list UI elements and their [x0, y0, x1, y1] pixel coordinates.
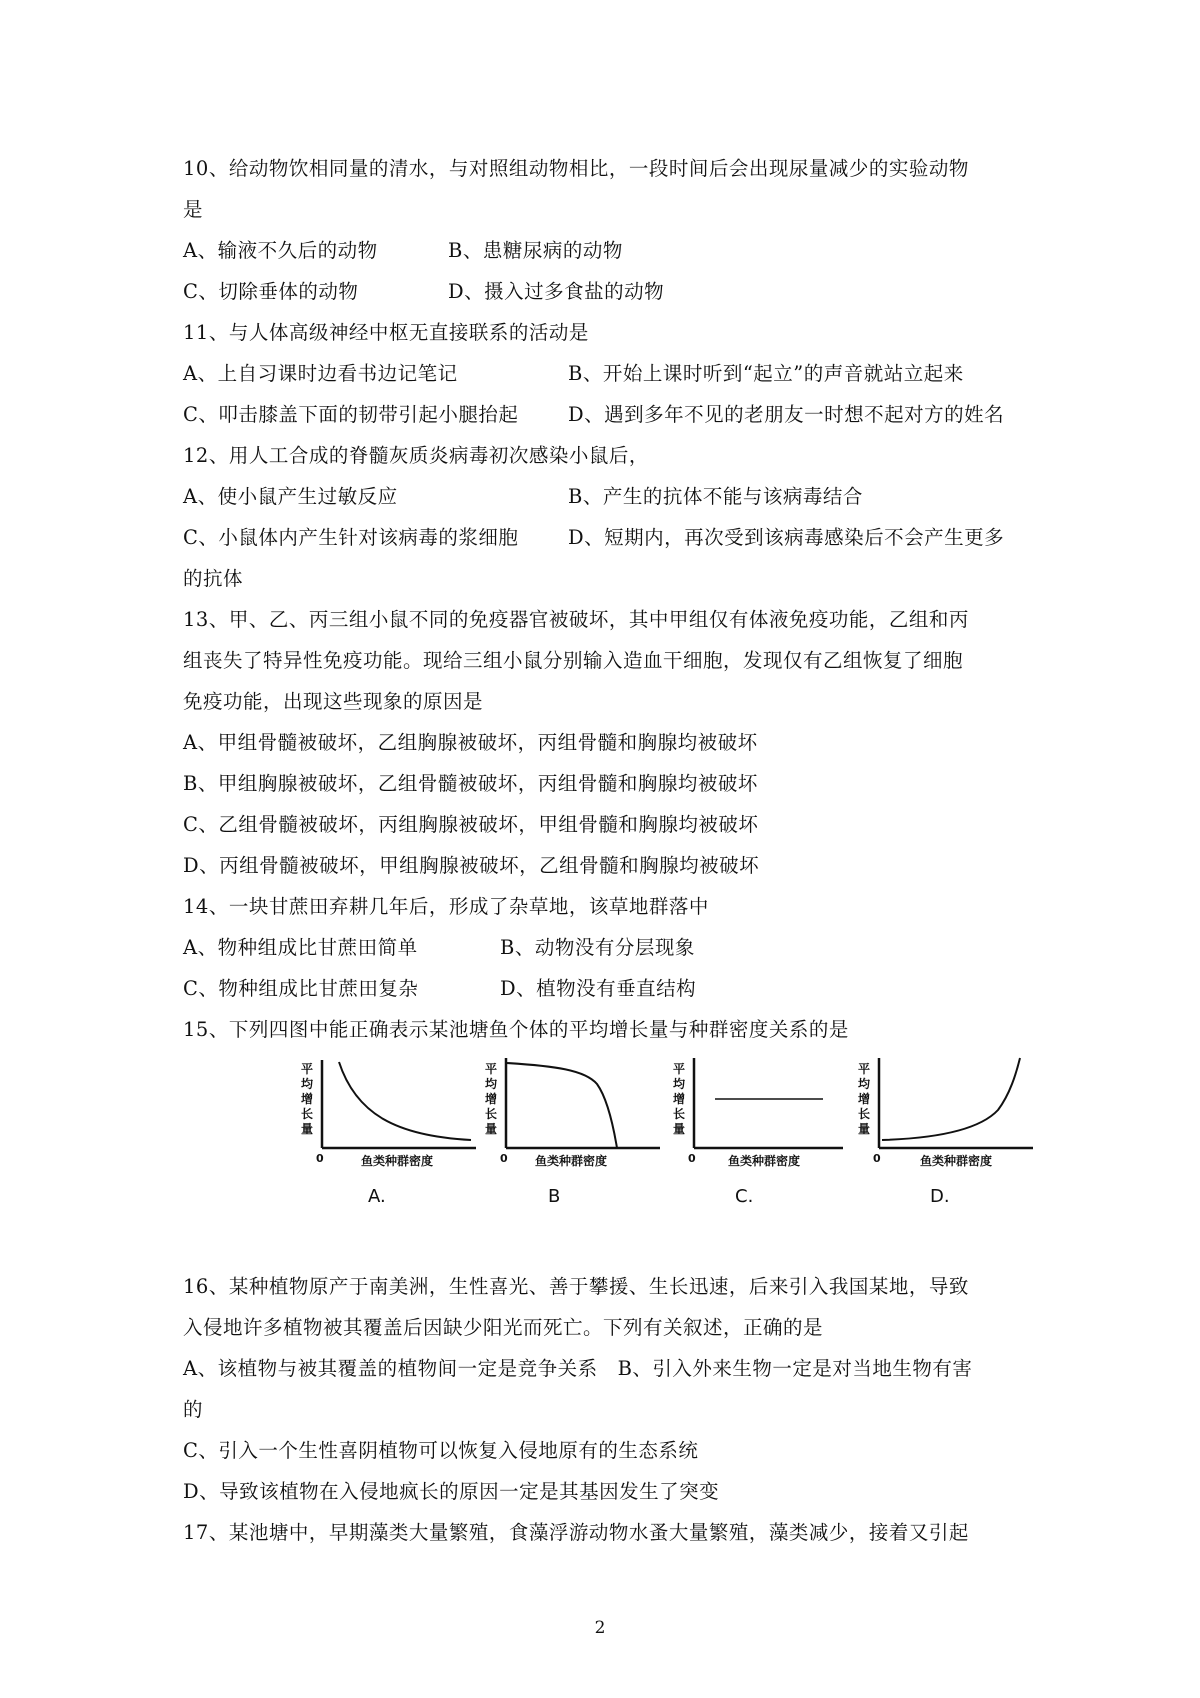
q14-options-cd [183, 968, 1043, 1009]
q10-option-b: B、患糖尿病的动物 [448, 239, 623, 262]
q12-option-d: D、短期内，再次受到该病毒感染后不会产生更多 [568, 526, 1005, 549]
q15-stem: 15、下列四图中能正确表示某池塘鱼个体的平均增长量与种群密度关系的是 [183, 1018, 849, 1041]
q16-stem-line2: 入侵地许多植物被其覆盖后因缺少阳光而死亡。下列有关叙述，正确的是 [183, 1316, 824, 1339]
q14-options-ab [183, 927, 1043, 968]
q12-option-c: C、小鼠体内产生针对该病毒的浆细胞 [183, 526, 519, 549]
q12-option-b: B、产生的抗体不能与该病毒结合 [568, 485, 863, 508]
graph-d-xlabel: 鱼类种群密度 [920, 1154, 993, 1168]
graph-a-label: A. [368, 1186, 386, 1207]
q13-stem-line1: 13、甲、乙、丙三组小鼠不同的免疫器官被破坏，其中甲组仅有体液免疫功能，乙组和丙 [183, 608, 969, 631]
q11-option-d: D、遇到多年不见的老朋友一时想不起对方的姓名 [568, 403, 1005, 426]
graph-c-label: C. [735, 1186, 754, 1207]
question-content [183, 148, 1043, 1553]
q16-option-b-continued: 的 [183, 1398, 204, 1421]
graph-a-origin: 0 [316, 1152, 324, 1165]
q10-option-a: A、输液不久后的动物 [183, 239, 378, 262]
q14-option-a: A、物种组成比甘蔗田简单 [183, 936, 418, 959]
q13-option-d: D、丙组骨髓被破坏，甲组胸腺被破坏，乙组骨髓和胸腺均被破坏 [183, 854, 760, 877]
q11-option-c: C、叩击膝盖下面的韧带引起小腿抬起 [183, 403, 519, 426]
q14-option-c: C、物种组成比甘蔗田复杂 [183, 977, 419, 1000]
graph-c-origin: 0 [688, 1152, 696, 1165]
q12-stem: 12、用人工合成的脊髓灰质炎病毒初次感染小鼠后， [183, 444, 649, 467]
graph-c-ylabel: 平均增长量 [673, 1062, 686, 1136]
q12-options-ab [183, 476, 1043, 517]
q16-option-d: D、导致该植物在入侵地疯长的原因一定是其基因发生了突变 [183, 1480, 720, 1503]
graph-c [673, 1054, 853, 1222]
q10-option-c: C、切除垂体的动物 [183, 280, 359, 303]
q10-options-ab [183, 230, 1043, 271]
q11-option-b: B、开始上课时听到“起立”的声音就站立起来 [568, 362, 964, 385]
q10-option-d: D、摄入过多食盐的动物 [448, 280, 665, 303]
graph-a [301, 1054, 481, 1222]
q16-options-ab: A、该植物与被其覆盖的植物间一定是竞争关系 B、引入外来生物一定是对当地生物有害 [183, 1357, 973, 1380]
q16-stem-line1: 16、某种植物原产于南美洲，生性喜光、善于攀援、生长迅速，后来引入我国某地，导致 [183, 1275, 969, 1298]
graph-b-label: B [548, 1186, 561, 1207]
q11-stem: 11、与人体高级神经中枢无直接联系的活动是 [183, 321, 589, 344]
graph-d-curve [882, 1058, 1020, 1140]
graph-d [858, 1054, 1038, 1222]
graph-b-ylabel: 平均增长量 [485, 1062, 498, 1136]
graph-d-origin: 0 [873, 1152, 881, 1165]
graph-a-xlabel: 鱼类种群密度 [361, 1154, 434, 1168]
q17-stem: 17、某池塘中，早期藻类大量繁殖，食藻浮游动物水蚤大量繁殖，藻类减少，接着又引起 [183, 1521, 969, 1544]
graph-a-ylabel: 平均增长量 [301, 1062, 314, 1136]
q12-options-cd [183, 517, 1043, 558]
graph-a-curve [339, 1062, 471, 1140]
graph-b-xlabel: 鱼类种群密度 [535, 1154, 608, 1168]
q14-stem: 14、一块甘蔗田弃耕几年后，形成了杂草地，该草地群落中 [183, 895, 709, 918]
q14-option-d: D、植物没有垂直结构 [500, 977, 697, 1000]
q13-option-a: A、甲组骨髓被破坏，乙组胸腺被破坏，丙组骨髓和胸腺均被破坏 [183, 731, 758, 754]
q11-option-a: A、上自习课时边看书边记笔记 [183, 362, 458, 385]
graph-b-curve [507, 1063, 617, 1148]
q14-option-b: B、动物没有分层现象 [500, 936, 695, 959]
graph-b-origin: 0 [500, 1152, 508, 1165]
q16-option-c: C、引入一个生性喜阴植物可以恢复入侵地原有的生态系统 [183, 1439, 699, 1462]
q10-stem-line1: 10、给动物饮相同量的清水，与对照组动物相比，一段时间后会出现尿量减少的实验动物 [183, 157, 969, 180]
q13-stem-line3: 免疫功能，出现这些现象的原因是 [183, 690, 484, 713]
graph-d-label: D. [930, 1186, 950, 1207]
q10-stem-line2: 是 [183, 198, 204, 221]
q11-options-cd [183, 394, 1043, 435]
graph-d-ylabel: 平均增长量 [858, 1062, 871, 1136]
graph-c-xlabel: 鱼类种群密度 [728, 1154, 801, 1168]
q12-option-d-continued: 的抗体 [183, 567, 244, 590]
q13-option-b: B、甲组胸腺被破坏，乙组骨髓被破坏，丙组骨髓和胸腺均被破坏 [183, 772, 758, 795]
q13-stem-line2: 组丧失了特异性免疫功能。现给三组小鼠分别输入造血干细胞，发现仅有乙组恢复了细胞 [183, 649, 964, 672]
q15-graphs [183, 1054, 1043, 1222]
q13-option-c: C、乙组骨髓被破坏，丙组胸腺被破坏，甲组骨髓和胸腺均被破坏 [183, 813, 759, 836]
graph-b [485, 1054, 665, 1222]
q10-options-cd [183, 271, 1043, 312]
page-number: 2 [594, 1618, 606, 1638]
q12-option-a: A、使小鼠产生过敏反应 [183, 485, 398, 508]
q11-options-ab [183, 353, 1043, 394]
